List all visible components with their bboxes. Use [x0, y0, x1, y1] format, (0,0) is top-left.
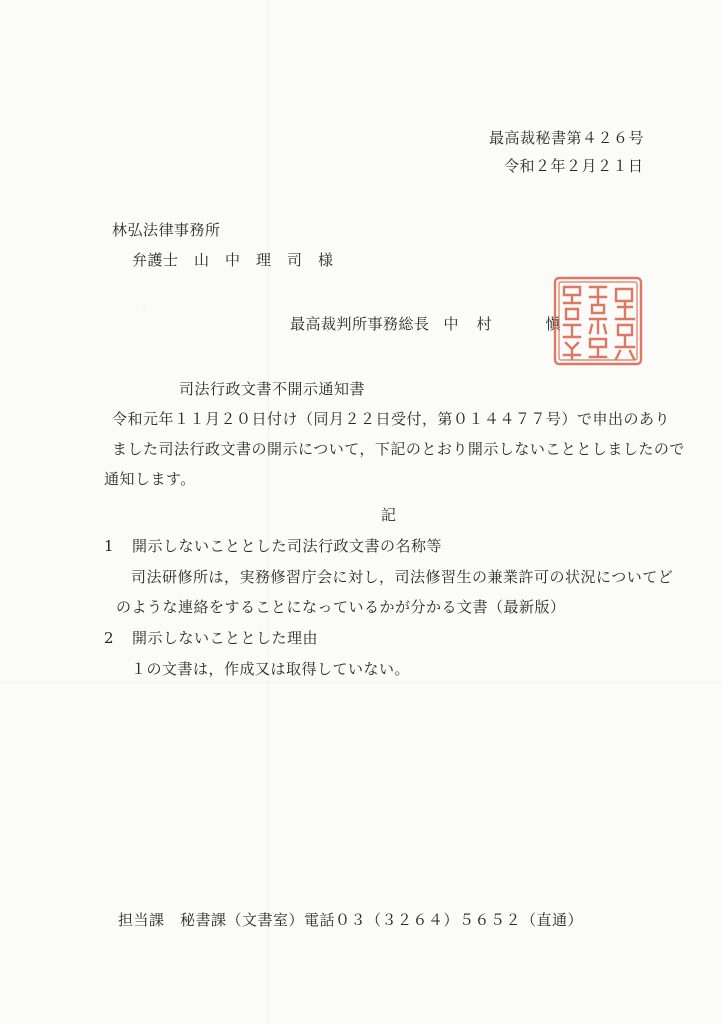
recipient-firm: 林弘法律事務所 — [112, 221, 221, 239]
paragraph-line-2: ました司法行政文書の開示について，下記のとおり開示しないこととしましたので — [112, 440, 685, 458]
paragraph-line-3: 通知します。 — [104, 470, 196, 488]
sender-line — [290, 314, 561, 334]
issue-date: 令和２年２月２１日 — [504, 157, 644, 175]
item-number: 2 — [104, 629, 115, 647]
sender-surname: 中村 — [443, 315, 510, 333]
ki-heading: 記 — [381, 506, 397, 524]
recipient-addressee: 弁護士 山 中 理 司 様 — [132, 251, 334, 269]
paragraph-line-1: 令和元年１１月２０日付け（同月２２日受付，第０１４４７７号）で申出のあり — [112, 410, 671, 428]
item-heading-text: 開示しないこととした理由 — [132, 629, 319, 647]
reference-number: 最高裁秘書第４２６号 — [489, 129, 645, 147]
item-heading-text: 開示しないこととした司法行政文書の名称等 — [132, 537, 443, 555]
item-body-line: のような連絡をすることになっているかが分かる文書（最新版） — [116, 598, 566, 616]
item-heading — [104, 536, 442, 556]
document-title: 司法行政文書不開示通知書 — [179, 380, 366, 398]
fold-line-horizontal — [0, 682, 722, 683]
item-body-line: 司法研修所は，実務修習庁会に対し，司法修習生の兼業許可の状況についてど — [131, 568, 674, 586]
item-number: 1 — [104, 537, 115, 555]
fold-line-vertical — [268, 0, 269, 1024]
sender-title: 最高裁判所事務総長 — [290, 315, 430, 333]
item-heading — [104, 628, 318, 648]
item-body-line: １の文書は，作成又は取得していない。 — [131, 660, 411, 678]
sender-given-name: 愼 — [545, 315, 562, 333]
contact-info: 担当課 秘書課（文書室）電話０３（３２６４）５６５２（直通） — [118, 911, 584, 929]
official-seal-stamp — [552, 275, 644, 367]
